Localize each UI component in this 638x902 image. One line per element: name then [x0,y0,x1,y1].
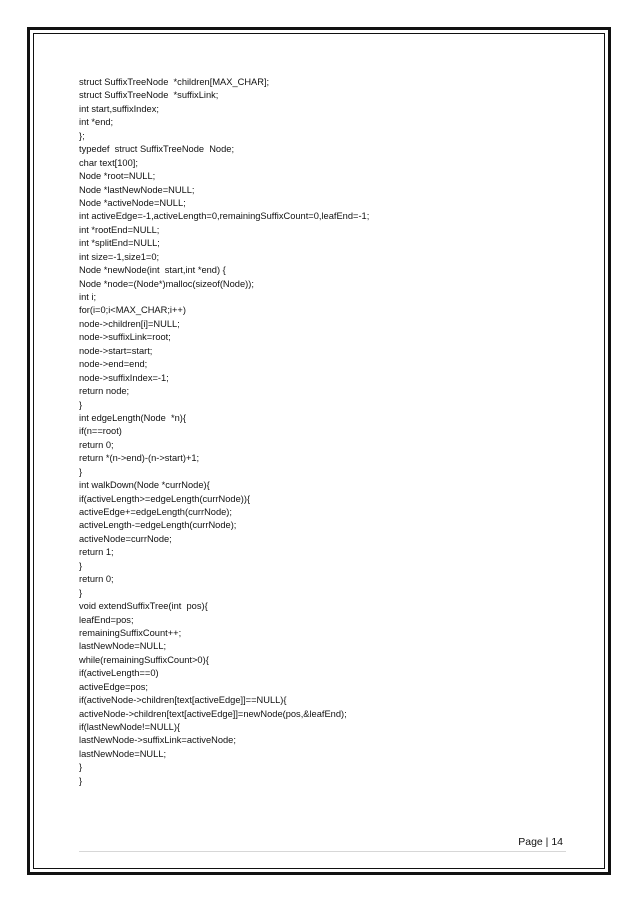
code-line: activeLength-=edgeLength(currNode); [79,520,237,531]
code-line: node->start=start; [79,345,153,356]
code-line: return *(n->end)-(n->start)+1; [79,453,200,464]
code-line: activeEdge=pos; [79,681,149,692]
code-line: int edgeLength(Node *n){ [79,412,186,423]
code-line: activeNode=currNode; [79,533,172,544]
code-line: } [79,762,83,773]
code-line: Node *newNode(int start,int *end) { [79,265,226,276]
code-line: struct SuffixTreeNode *children[MAX_CHAR]; [79,77,270,87]
code-line: if(activeLength==0) [79,668,159,679]
code-line: return 1; [79,547,114,558]
code-line: Node *activeNode=NULL; [79,197,186,208]
code-line: }; [79,130,85,141]
code-line: return 0; [79,574,114,585]
code-line: int *splitEnd=NULL; [79,238,160,249]
code-line: Node *root=NULL; [79,171,156,182]
code-line: leafEnd=pos; [79,614,134,625]
code-line: for(i=0;i<MAX_CHAR;i++) [79,305,186,316]
code-line: node->suffixIndex=-1; [79,372,169,383]
code-line: int walkDown(Node *currNode){ [79,480,210,491]
code-line: return node; [79,386,130,397]
code-line: activeEdge+=edgeLength(currNode); [79,507,232,517]
code-line: lastNewNode=NULL; [79,641,167,652]
code-line: if(n==root) [79,426,122,437]
code-line: lastNewNode=NULL; [79,748,167,759]
code-line: node->children[i]=NULL; [79,318,180,329]
code-line: int i; [79,292,97,302]
code-line: activeNode->children[text[activeEdge]]=newNode(pos,&leafEnd); [79,708,347,719]
code-line: int *end; [79,117,114,128]
code-line: Node *lastNewNode=NULL; [79,184,195,195]
code-line: if(lastNewNode!=NULL){ [79,722,181,732]
code-line: int activeEdge=-1,activeLength=0,remainingSuffixCount=0,leafEnd=-1; [79,211,370,222]
code-line: remainingSuffixCount++; [79,627,182,638]
code-line: int size=-1,size1=0; [79,251,160,262]
code-line: if(activeNode->children[text[activeEdge]]==NULL){ [79,695,287,706]
code-line: int start,suffixIndex; [79,103,159,114]
code-line: void extendSuffixTree(int pos){ [79,601,208,612]
code-line: if(activeLength>=edgeLength(currNode)){ [79,493,251,504]
code-line: } [79,560,83,571]
page-number: Page | 14 [518,836,563,848]
code-line: int *rootEnd=NULL; [79,224,160,235]
code-line: while(remainingSuffixCount>0){ [79,654,209,665]
code-line: } [79,587,83,598]
code-line: lastNewNode->suffixLink=activeNode; [79,735,236,746]
code-line: } [79,466,83,477]
code-line: typedef struct SuffixTreeNode Node; [79,144,235,155]
code-line: struct SuffixTreeNode *suffixLink; [79,90,219,101]
code-line: } [79,775,83,786]
code-line: return 0; [79,439,114,450]
code-line: char text[100]; [79,157,138,168]
code-line: } [79,399,83,410]
code-line: node->suffixLink=root; [79,332,171,343]
footer-rule [79,851,566,852]
code-line: node->end=end; [79,359,148,370]
code-line: Node *node=(Node*)malloc(sizeof(Node)); [79,278,254,289]
code-listing [79,76,579,788]
